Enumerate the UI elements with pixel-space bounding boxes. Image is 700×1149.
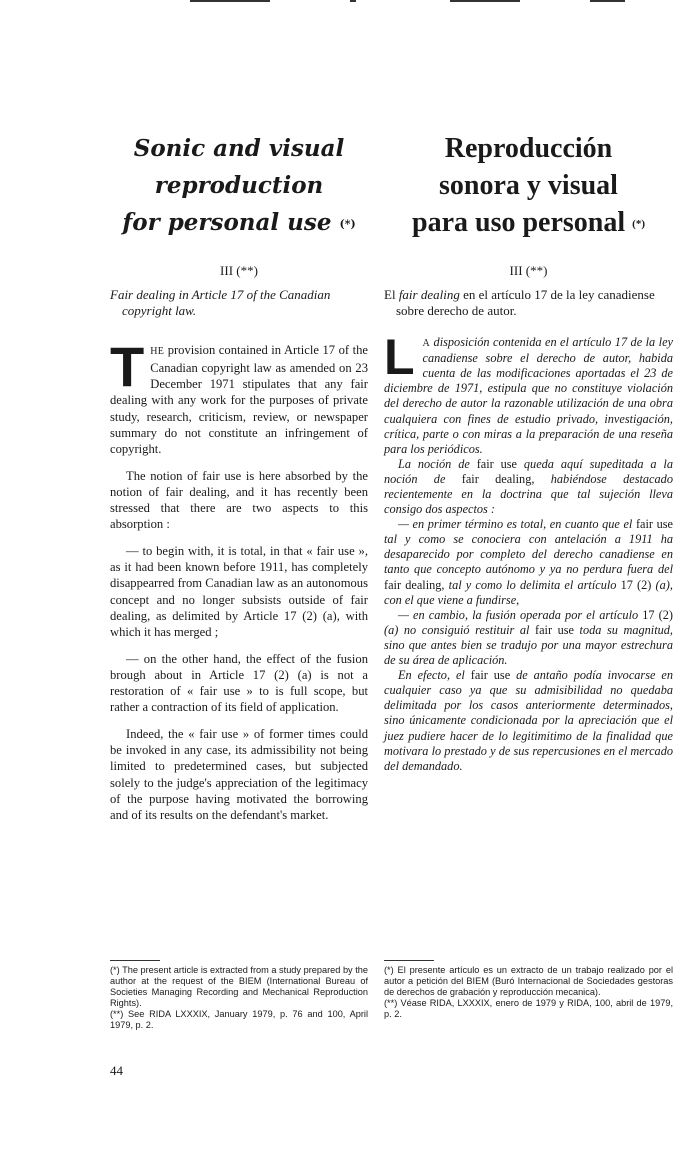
text-run: El <box>384 287 399 303</box>
text-run: La noción de <box>398 456 477 471</box>
text-run: 17 (2) <box>642 607 673 622</box>
english-title <box>110 130 368 243</box>
title-line: reproduction <box>154 172 324 199</box>
text-run: (a), con el que viene a fundirse, <box>384 577 673 607</box>
scan-edge-mark <box>350 0 356 2</box>
title-line: sonora y visual <box>439 170 618 201</box>
text-run: En efecto, el <box>398 668 471 683</box>
paragraph <box>384 457 673 517</box>
scan-edge-mark <box>450 0 520 2</box>
text-run: tal y como se conociera con antelación a 1911 ha desaparecido por completo del derecho canadiense en tanto que concepto autónomo y ya no perdura fuera del <box>384 532 673 577</box>
paragraph: — to begin with, it is total, in that « fair use », as it had been known before 1911, has completely disappearred from Canadian law as an autonomous concept and no longer subsists outside of fair dealing, as delimited by Article 17 (2) (a), with which it has merged ; <box>110 543 368 640</box>
text-run: queda aquí supeditada a la noción de <box>384 456 673 486</box>
text-run: fair use <box>470 668 511 683</box>
text-run: en el artículo 17 de la ley canadiense sobre derecho de autor. <box>396 287 655 319</box>
part-number: III (**) <box>220 262 258 278</box>
spanish-footnotes <box>384 965 673 1020</box>
title-line: Reproducción <box>444 133 613 164</box>
footnote: (*) The present article is extracted from a study prepared by the author at the request of the BIEM (International Bureau of Societies Managing Recording and Mechanical Reproduction Rights). <box>110 965 368 1008</box>
page-number: 44 <box>110 1063 123 1078</box>
text-run: fair use <box>476 456 518 471</box>
footnote-marker: (*) <box>339 217 356 231</box>
paragraph <box>384 608 673 668</box>
footnote: (**) Véase RIDA, LXXXIX, enero de 1979 y RIDA, 100, abril de 1979, p. 2. <box>384 998 673 1019</box>
paragraph <box>384 517 673 608</box>
paragraph <box>384 668 673 774</box>
text-run: (a) no consiguió restituir al <box>384 622 535 637</box>
text-run: tal y como lo delimita el artículo <box>444 577 621 592</box>
text-run: toda su magnitud, sino que antes bien se tradujo por una mayor estrechura de su área de aplicación. <box>384 622 673 668</box>
text-run: fair dealing <box>398 287 460 303</box>
text-run: de antaño podía invocarse en cualquier caso ya que su admisibilidad no quedaba delimitada por los casos anteriormente determinados, sino únicamente condicionada por la apreciación que el juez pudiere hacer de lo legitimitimo de la finalidad que motivara lo prestado y de sus repercusiones en el mercado del demandado. <box>384 668 674 773</box>
footnote-marker: (*) <box>632 218 645 231</box>
text-run: fair use <box>635 517 674 532</box>
paragraph-text: provision contained in Article 17 of the Canadian copyright law as amended on 23 December 1971 stipulates that any fair dealing with any work for the purposes of private study, research, criticism, review, or newspaper summary do not constitute an infringement of copyright. <box>110 342 368 457</box>
footnote-rule <box>384 960 434 961</box>
scan-edge-mark <box>590 0 625 2</box>
paragraph <box>110 334 368 458</box>
drop-cap: L <box>384 329 415 386</box>
footnote-rule <box>110 960 160 961</box>
footnote: (*) El presente artículo es un extracto de un trabajo realizado por el autor a petición del BIEM (Buró Internacional de Sociedades gestoras de derechos de grabación y reproducción mecanica). <box>384 965 673 997</box>
text-run: fair dealing, <box>384 577 445 592</box>
title-line: para uso personal <box>412 207 626 238</box>
text-run: fair dealing, <box>461 471 535 486</box>
paragraph: Indeed, the « fair use » of former times could be invoked in any case, its admissibility not being limited to predetermined cases, but subjected solely to the judge's appreciation of the legitimacy of the purpose having motivated the borrowing and of its results on the defendant's market. <box>110 726 368 823</box>
text-run: habiéndose destacado recientemente en la doctrina que tal sujeción lleva consigo dos aspectos : <box>384 471 673 517</box>
spanish-column <box>384 130 673 774</box>
drop-cap: T <box>110 334 145 398</box>
text-run: fair use <box>534 622 574 637</box>
section-subheading <box>384 287 673 319</box>
english-footnotes <box>110 965 368 1031</box>
title-line: for personal use <box>122 209 332 236</box>
paragraph <box>384 329 673 457</box>
small-caps: A <box>422 338 431 350</box>
text-run: — en primer término es total, en cuanto que el <box>398 517 636 532</box>
english-column <box>110 130 368 834</box>
small-caps: HE <box>150 345 165 357</box>
footnote: (**) See RIDA LXXXIX, January 1979, p. 76 and 100, April 1979, p. 2. <box>110 1009 368 1030</box>
scan-edge-mark <box>190 0 270 2</box>
text-run: — en cambio, la fusión operada por el artículo <box>398 607 643 622</box>
paragraph-text: disposición contenida en el artículo 17 de la ley canadiense sobre el derecho de autor, habida cuenta de las modificaciones aportadas el 23 de diciembre de 1971, estipula que no constituye violación del derecho de autor la razonable utilización de una obra cualquiera con fines de estudio privado, investigación, crítica, parte o con miras a la preparación de una reseña para los periódicos. <box>384 335 673 456</box>
paragraph: — on the other hand, the effect of the fusion brough about in Article 17 (2) (a) is not a restoration of « fair use » to is full scope, but rather a contraction of its field of application. <box>110 651 368 715</box>
spanish-title <box>384 130 673 243</box>
section-subheading: Fair dealing in Article 17 of the Canadian copyright law. <box>110 286 331 318</box>
title-line: Sonic and visual <box>133 135 345 162</box>
text-run: 17 (2) <box>620 577 652 592</box>
part-number: III (**) <box>509 263 548 279</box>
paragraph: The notion of fair use is here absorbed by the notion of fair dealing, and it has recently been stressed that there are two aspects to this absorption : <box>110 468 368 532</box>
